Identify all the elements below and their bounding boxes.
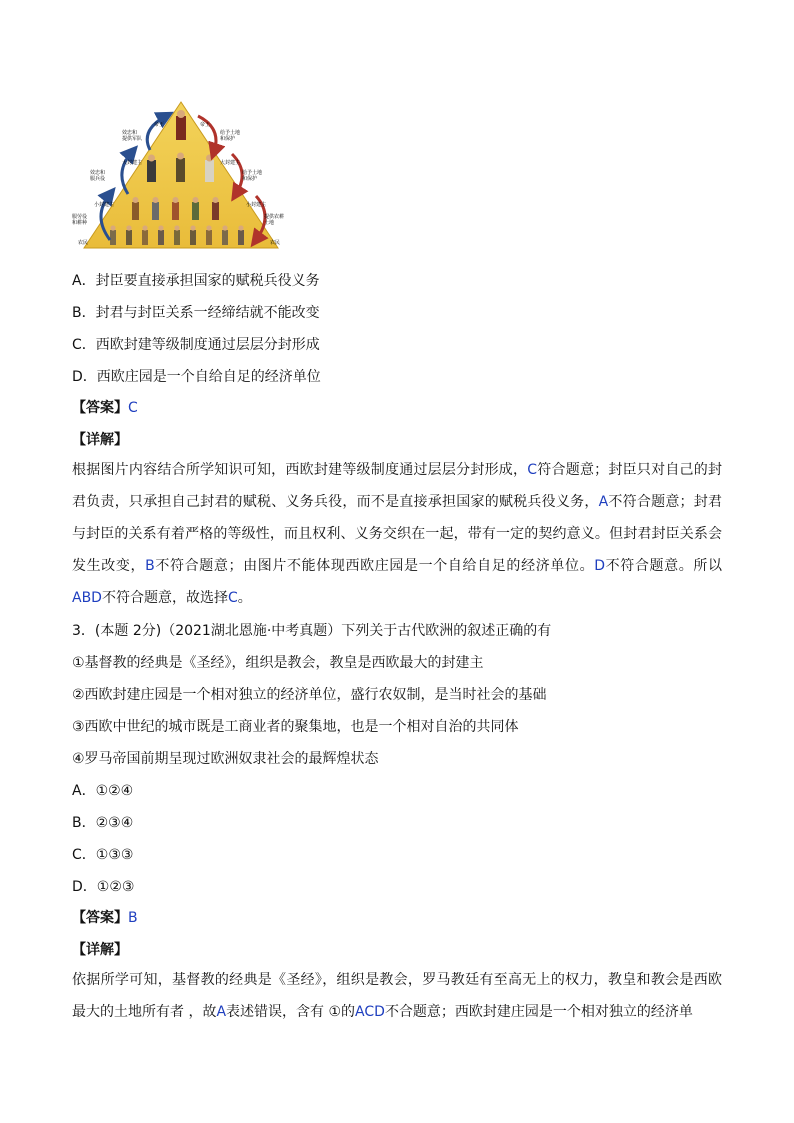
q3-answer-label: 【答案】 (72, 910, 128, 926)
peasants-figures (110, 225, 244, 245)
detail-run: A (598, 494, 609, 510)
right-label-3: 给予土地和保护 (242, 170, 263, 182)
right-label-6: 农民 (270, 240, 281, 246)
q3-option-a: A．①②④ (72, 783, 134, 799)
q2-option-b: B．封君与封臣关系一经缔结就不能改变 (72, 305, 320, 321)
q2-answer-label: 【答案】 (72, 400, 128, 416)
q3-option-b: B．②③④ (72, 815, 134, 831)
detail-run: ACD (355, 1004, 385, 1020)
q3-statement-1: ①基督教的经典是《圣经》，组织是教会，教皇是西欧最大的封建主 (72, 655, 484, 671)
left-label-0: 帝王 (154, 122, 165, 128)
detail-run: 不符合题意；封君与封臣的关系有着严格的等级性，而且权利、义务交织在一起，带有一定的契约意义。但封君封臣关系会发生改变， (72, 494, 723, 574)
q3-option-c: C．①③③ (72, 847, 134, 863)
detail-run: 不符合题意；由图片不能体现西欧庄园是一个自给自足的经济单位。 (154, 558, 595, 574)
detail-run: B (145, 558, 155, 574)
right-label-4: 小封建主 (246, 202, 267, 208)
detail-run: 符合题意；封臣只对自己的封君负责，只承担自己封君的赋税、义务兵役，而不是直接承担国家的赋税兵役义务， (72, 462, 722, 510)
right-label-1: 给予土地和保护 (220, 130, 241, 142)
detail-run: 不符合题意，故选择 (101, 590, 228, 606)
q2-option-c: C．西欧封建等级制度通过层层分封形成 (72, 337, 320, 353)
left-label-1: 效忠和提供军队 (122, 130, 143, 142)
left-label-5: 服劳役和耕种 (72, 214, 88, 226)
q3-statement-3: ③西欧中世纪的城市既是工商业者的聚集地，也是一个相对自治的共同体 (72, 719, 519, 735)
left-label-6: 农民 (78, 240, 89, 246)
detail-run: D (594, 558, 605, 574)
q2-option-a: A．封臣要直接承担国家的赋税兵役义务 (72, 273, 320, 289)
q3-answer (72, 908, 732, 928)
q2-detail-label: 【详解】 (72, 432, 128, 448)
detail-run: A (216, 1004, 227, 1020)
q2-answer (72, 398, 732, 418)
emperor-figure (176, 110, 186, 140)
right-label-5: 提供农耕土地 (264, 214, 285, 226)
q2-answer-value: C (128, 400, 138, 416)
q3-stem: 3．(本题 2分)（2021湖北恩施·中考真题）下列关于古代欧洲的叙述正确的有 (72, 623, 552, 639)
detail-run: 依据所学可知，基督教的经典是《圣经》，组织是教会，罗马教廷有至高无上的权力，教皇和教会是西欧最大的土地所有者 ，故 (72, 972, 722, 1020)
q2-option-d: D．西欧庄园是一个自给自足的经济单位 (72, 369, 321, 385)
left-label-3: 效忠和服兵役 (90, 170, 106, 182)
q3-answer-value: B (128, 910, 138, 926)
q3-detail-label: 【详解】 (72, 942, 128, 958)
feudal-pyramid-figure (70, 98, 292, 256)
left-label-2: 大封建主 (122, 160, 143, 166)
right-label-0: 帝王 (200, 122, 211, 128)
detail-run: 不合题意；西欧封建庄园是一个相对独立的经济单 (384, 1004, 693, 1020)
q3-statement-2: ②西欧封建庄园是一个相对独立的经济单位，盛行农奴制，是当时社会的基础 (72, 687, 547, 703)
q3-detail-text (72, 964, 722, 1028)
q3-statement-4: ④罗马帝国前期呈现过欧洲奴隶社会的最辉煌状态 (72, 751, 379, 767)
q2-detail-text (72, 454, 722, 614)
detail-run: 。 (237, 590, 252, 606)
q3-option-d: D．①②③ (72, 879, 135, 895)
detail-run: C (527, 462, 538, 478)
left-label-4: 小封建主 (94, 202, 115, 208)
detail-run: C (227, 590, 238, 606)
feudal-pyramid-svg (70, 98, 292, 256)
detail-run: 不符合题意。所以 (604, 558, 723, 574)
detail-run: 根据图片内容结合所学知识可知，西欧封建等级制度通过层层分封形成， (72, 462, 528, 478)
right-label-2: 大封建主 (220, 160, 241, 166)
detail-run: ABD (72, 590, 102, 606)
detail-run: 表述错误，含有 ①的 (226, 1004, 356, 1020)
